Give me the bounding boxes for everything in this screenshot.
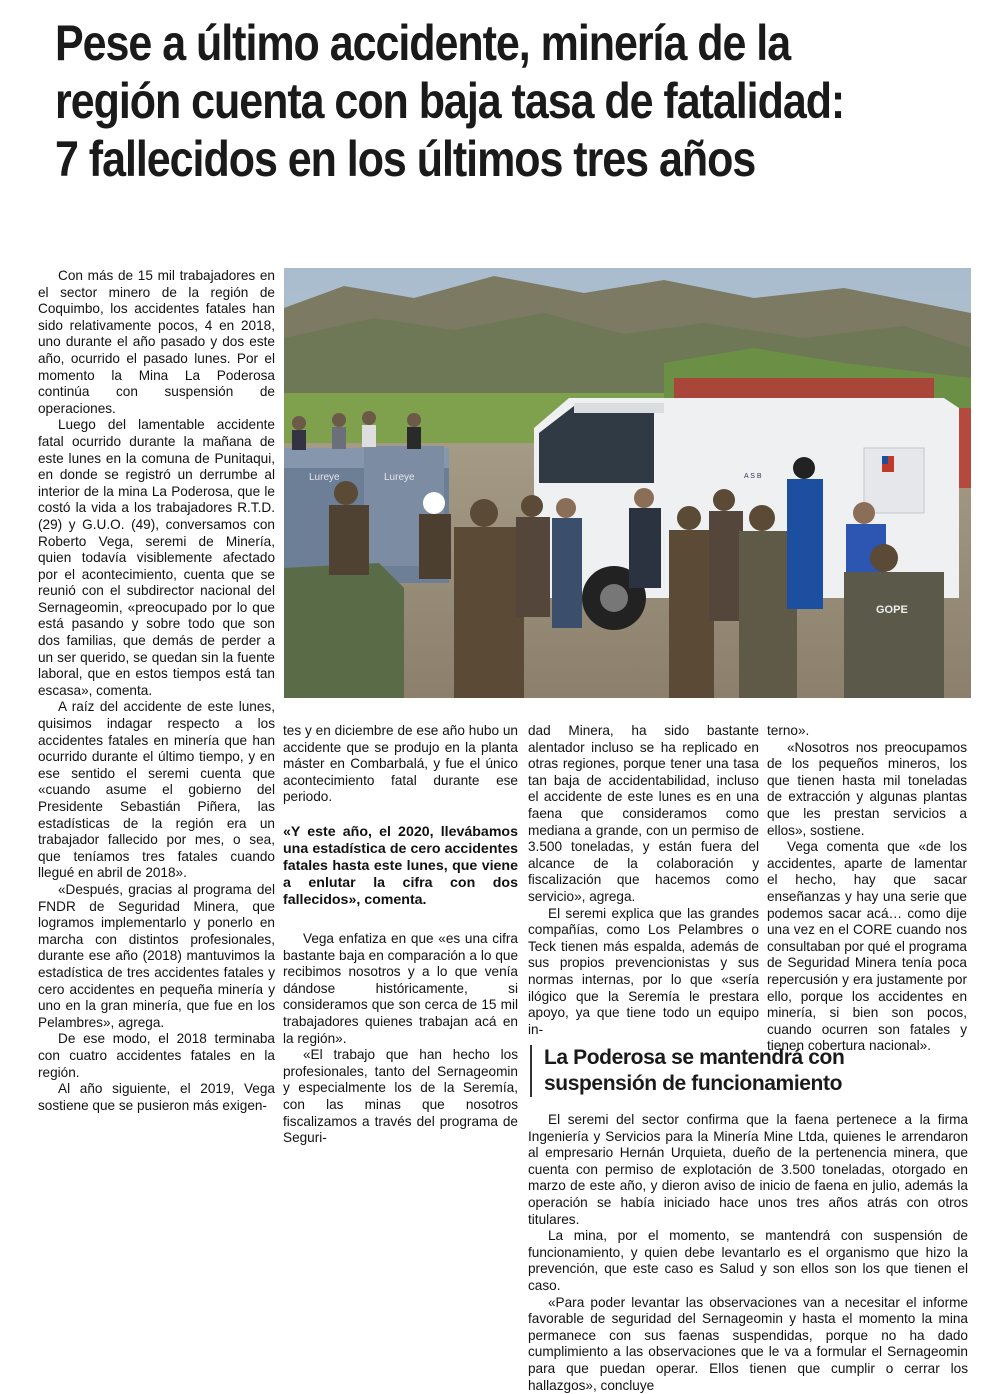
paragraph: Luego del lamentable accidente fatal ocurrido durante la mañana de este lunes en la comuna de Punitaqui, en donde se registró un derrumbe al interior de la mina La Poderosa, que le costó la vida a los trabajadores R.T.D. (29) y G.U.O. (49), conversamos con Roberto Vega, seremi de Minería, quien todavía visiblemente afectado por el acontecimiento, cuenta que se reunió con el subdirector nacional del Sernageomin, «preocupado por lo que está pasando y sobre todo que son dos familias, que demás de perder a un ser querido, se quedan sin la fuente laboral, que en estos tiempos está tan escasa», comenta. [38,417,275,698]
paragraph: dad Minera, ha sido bastante alentador incluso se ha replicado en otras regiones, porque tener una tasa tan baja de accidentabilidad, incluso el accidente de este lunes es en una faena que consideramos como mediana a grande, con un permiso de 3.500 toneladas, y están fuera del alcance de la colaboración y fiscalización que hacemos como servicio», agrega. [528,723,759,904]
news-photo [284,268,971,698]
article-column-2 [283,723,518,1147]
paragraph: Vega enfatiza en que «es una cifra bastante baja en comparación a lo que recibimos nosotros y a lo que venía dándose históricamente, si consideramos que son cerca de 15 mil trabajadores quienes trabajan acá en la región». [283,930,518,1046]
article-column-1 [38,268,275,1114]
paragraph: El seremi explica que las grandes compañías, como Los Pelambres o Teck tienen más espalda, además de sus propios prevencionistas y sus normas internas, por lo que «sería ilógico que la Seremía le prestara apoyo, ya que tiene todo un equipo in- [528,905,759,1037]
generator-brand-left: Lureye [309,472,340,483]
paragraph: «Nosotros nos preocupamos de los pequeños mineros, los que tienen hasta mil toneladas de extracción y algunas plantas que les prestan servicios a ellos», sostiene. [767,739,967,838]
vest-label: GOPE [876,604,908,616]
paragraph: Al año siguiente, el 2019, Vega sostiene que se pusieron más exigen- [38,1081,275,1113]
section-subheading [530,1045,974,1097]
generator-brand-right: Lureye [384,472,415,483]
headline-line-3: 7 fallecidos en los últimos tres años [55,131,756,187]
paragraph: terno». [767,723,810,738]
paragraph: La mina, por el momento, se mantendrá con suspensión de funcionamiento, y quien debe levantarlo es el organismo que hizo la prevención, que este caso es Salud y son ellos son los que tienen el caso. [528,1228,968,1293]
paragraph: tes y en diciembre de ese año hubo un accidente que se produjo en la planta máster en Combarbalá, y fue el único acontecimiento fatal durante ese periodo. [283,723,518,805]
article-column-4 [767,723,967,1055]
paragraph: «Después, gracias al programa del FNDR de Seguridad Minera, que logramos implementarlo y ponerlo en marcha con distintos profesionales, durante ese año (2018) mantuvimos la estadística de tres accidentes fatales y cero accidentes en pequeña minería y uno en la gran minería, que fue en los Pelambres», agrega. [38,881,275,1030]
headline [55,14,855,188]
paragraph: A raíz del accidente de este lunes, quisimos indagar respecto a los accidentes fatales en minería que han ocurrido durante el último tiempo, y en ese sentido el seremi cuenta que «cuando asume el gobierno del Presidente Sebastián Piñera, las estadísticas de la región era un trabajador fallecido por mes, o sea, que teníamos tres fatales cuando llegué en abril de 2018». [38,699,275,881]
article-bottom-section [528,1112,968,1394]
pull-quote: «Y este año, el 2020, llevábamos una estadística de cero accidentes fatales hasta este lunes, que viene a enlutar la cifra con dos fallecidos», comenta. [283,823,518,908]
paragraph: Con más de 15 mil trabajadores en el sector minero de la región de Coquimbo, los accidentes fatales han sido relativamente pocos, 4 en 2018, uno durante el año pasado y dos este año, ocurrido el pasado lunes. Por el momento la Mina La Poderosa continúa con suspensión de operaciones. [38,268,275,416]
mine-site-photo [284,268,971,698]
paragraph: De ese modo, el 2018 terminaba con cuatro accidentes fatales en la región. [38,1031,275,1080]
headline-line-2: región cuenta con baja tasa de fatalidad: [55,73,845,129]
headline-line-1: Pese a último accidente, minería de la [55,15,791,71]
paragraph: Vega comenta que «de los accidentes, aparte de lamentar el hecho, hay que sacar enseñanzas y hay una serie que podemos sacar acá… como dije una vez en el CORE cuando nos consultaban por qué el programa de Seguridad Minera tenía poca repercusión y era justamente por ello, porque los accidentes en minería, si bien son pocos, cuando ocurren son fatales y tienen cobertura nacional». [767,839,967,1054]
subheading-line-1: La Poderosa se mantendrá con [544,1046,845,1069]
article-column-3 [528,723,759,1038]
ambulance-label: A S B [744,473,762,480]
subheading-line-2: suspensión de funcionamiento [544,1072,842,1095]
paragraph: «Para poder levantar las observaciones van a necesitar el informe favorable de seguridad del Sernageomin y hasta el momento la mina permanece con sus faenas suspendidas, porque no ha dado cumplimiento a las observaciones que le va a formular el Sernageomin para que puedan operar. Ellos tienen que cumplir o cerrar los hallazgos», concluye [528,1294,968,1393]
paragraph: El seremi del sector confirma que la faena pertenece a la firma Ingeniería y Servicios para la Minería Mine Ltda, quienes le arrendaron al empresario Hernán Urquieta, dueño de la pertenencia minera, que cuenta con permiso de explotación de 3.500 toneladas, otorgado en marzo de este año, y dieron aviso de inicio de faena en julio, además la operación se había iniciado hace unos tres años atrás con otros titulares. [528,1112,968,1227]
paragraph: «El trabajo que han hecho los profesionales, tanto del Sernageomin y especialmente los de la Seremía, con las minas que nosotros fiscalizamos a través del programa de Seguri- [283,1047,518,1146]
